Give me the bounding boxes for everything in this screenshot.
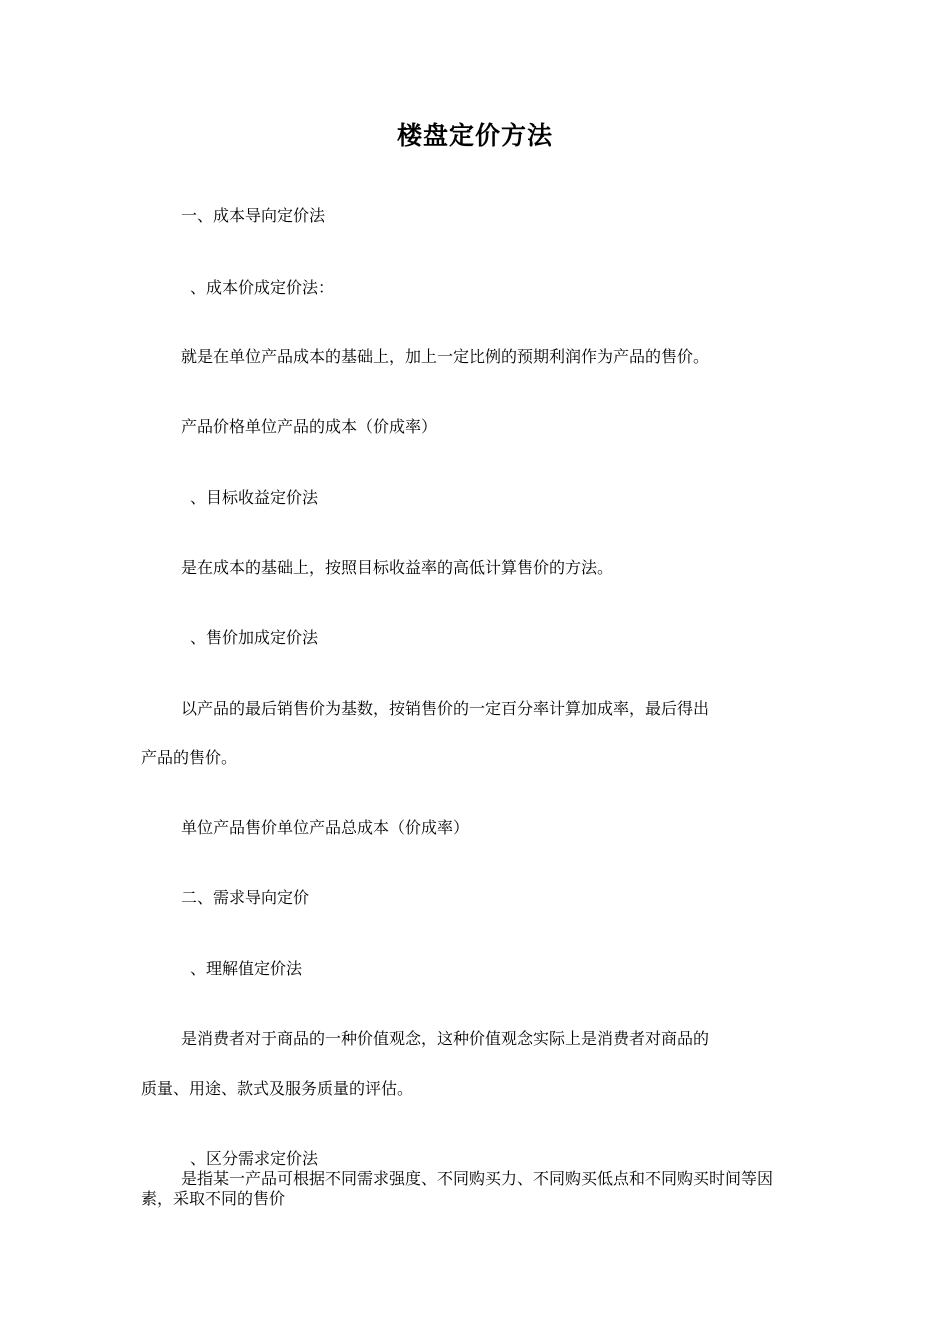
subheading-perceived-value: 、理解值定价法 [190,959,303,978]
paragraph-differential-demand-line-1: 是指某一产品可根据不同需求强度、不同购买力、不同购买低点和不同购买时间等因 [181,1169,774,1188]
section-heading-demand-oriented: 二、需求导向定价 [181,888,310,907]
paragraph-perceived-value-line-2: 质量、用途、款式及服务质量的评估。 [141,1079,414,1098]
page-title: 楼盘定价方法 [396,121,553,150]
paragraph-markup-line-1: 以产品的最后销售价为基数，按销售价的一定百分率计算加成率，最后得出 [181,699,710,718]
paragraph-markup-line-2: 产品的售价。 [141,748,238,767]
paragraph-target-return-definition: 是在成本的基础上，按照目标收益率的高低计算售价的方法。 [181,558,614,577]
subheading-target-return: 、目标收益定价法 [190,488,319,507]
formula-markup: 单位产品售价单位产品总成本（价成率） [181,818,470,837]
subheading-cost-plus: 、成本价成定价法： [190,278,335,297]
paragraph-cost-plus-definition: 就是在单位产品成本的基础上，加上一定比例的预期利润作为产品的售价。 [181,347,710,366]
paragraph-differential-demand-line-2: 素，采取不同的售价 [141,1189,286,1208]
paragraph-perceived-value-line-1: 是消费者对于商品的一种价值观念，这种价值观念实际上是消费者对商品的 [181,1029,710,1048]
subheading-markup-on-price: 、售价加成定价法 [190,628,319,647]
formula-cost-plus: 产品价格单位产品的成本（价成率） [181,417,438,436]
section-heading-cost-oriented: 一、成本导向定价法 [181,206,326,225]
subheading-differential-demand: 、区分需求定价法 [190,1149,319,1168]
